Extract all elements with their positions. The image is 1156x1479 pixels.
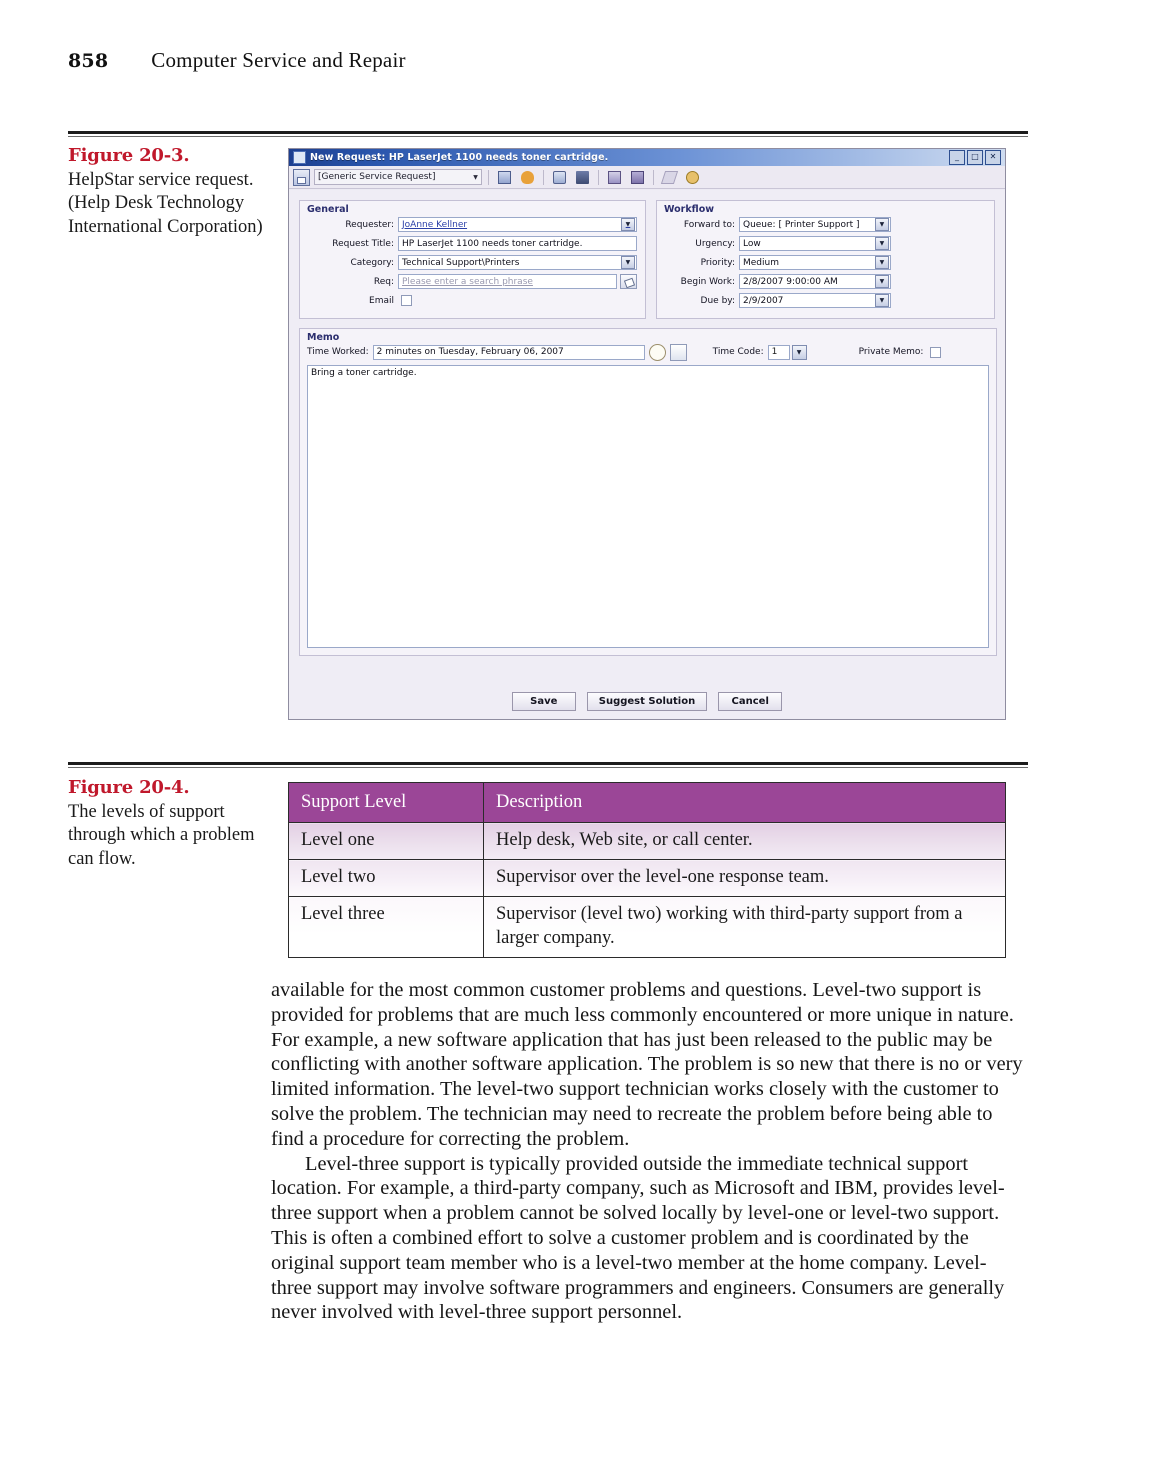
urgency-label: Urgency:	[695, 238, 735, 249]
note-icon[interactable]	[670, 344, 687, 361]
chevron-down-icon[interactable]: ▼	[875, 256, 889, 269]
template-combo-value: [Generic Service Request]	[318, 172, 436, 182]
workflow-group	[656, 200, 995, 319]
cell-description: Help desk, Web site, or call center.	[484, 823, 1006, 860]
top-panel-row	[299, 200, 995, 319]
memo-group-title: Memo	[307, 332, 340, 343]
screenshot-icon[interactable]	[495, 168, 514, 187]
requester-field-row	[308, 217, 637, 232]
request-title-value: HP LaserJet 1100 needs toner cartridge.	[402, 238, 583, 249]
page-number: 858	[68, 50, 109, 72]
dialog-body	[289, 190, 1005, 719]
due-by-input[interactable]	[739, 293, 891, 308]
table-header-row	[289, 783, 1006, 823]
knowledge-base-icon[interactable]	[605, 168, 624, 187]
window-title: New Request: HP LaserJet 1100 needs toner cartridge.	[310, 152, 609, 163]
dialog-toolbar	[289, 166, 1005, 189]
email-field-row	[308, 293, 637, 308]
table-row	[289, 897, 1006, 958]
knowledge-search-icon[interactable]	[628, 168, 647, 187]
email-label: Email	[369, 295, 394, 306]
begin-work-field-row	[665, 274, 986, 289]
begin-work-label: Begin Work:	[680, 276, 735, 287]
toolbar-separator	[653, 170, 654, 185]
window-titlebar	[289, 149, 1005, 166]
cell-support-level: Level two	[289, 860, 484, 897]
req-search-field-row	[308, 274, 637, 289]
asset-icon[interactable]	[573, 168, 592, 187]
toolbar-separator	[488, 170, 489, 185]
dialog-footer	[289, 683, 1005, 719]
figure-20-4-caption	[68, 776, 273, 871]
table-body	[289, 823, 1006, 958]
table-head	[289, 783, 1006, 823]
attachment-icon[interactable]	[518, 168, 537, 187]
column-header-support-level: Support Level	[289, 783, 484, 823]
table-row	[289, 860, 1006, 897]
time-code-label: Time Code:	[712, 347, 764, 357]
priority-field-row	[665, 255, 986, 270]
chevron-down-icon[interactable]: ▼	[875, 294, 889, 307]
priority-value: Medium	[742, 257, 779, 268]
due-by-value: 2/9/2007	[742, 295, 784, 306]
chevron-down-icon[interactable]: ▼	[875, 218, 889, 231]
chevron-down-icon[interactable]: ▼	[621, 218, 635, 231]
general-group-title: General	[307, 204, 349, 215]
memo-group	[299, 328, 997, 656]
req-label: Req:	[373, 276, 394, 287]
search-icon[interactable]	[620, 274, 637, 289]
urgency-input[interactable]	[739, 236, 891, 251]
begin-work-value: 2/8/2007 9:00:00 AM	[742, 276, 838, 287]
cell-support-level: Level one	[289, 823, 484, 860]
urgency-value: Low	[742, 238, 761, 249]
table-row	[289, 823, 1006, 860]
category-value: Technical Support\Printers	[402, 257, 520, 268]
req-search-placeholder: Please enter a search phrase	[402, 276, 533, 287]
due-by-label: Due by:	[700, 295, 735, 306]
email-checkbox[interactable]	[401, 295, 412, 306]
priority-input[interactable]	[739, 255, 891, 270]
memo-textarea[interactable]: Bring a toner cartridge.	[307, 365, 989, 648]
paragraph-2: Level-three support is typically provided outside the immediate technical support location. For example, a third-party company, such as Microsoft and IBM, provides level-three support when a problem cannot be solved locally by level-one or level-two support. This is often a combined effort to solve a customer problem and is coordinated by the original support team member who is a level-two member at the home company. Level-three support may involve software programmers and engineers. Consumers are generally never involved with level-three support personnel.	[271, 1152, 1005, 1324]
column-header-description: Description	[484, 783, 1006, 823]
time-worked-label: Time Worked:	[307, 347, 369, 357]
save-icon[interactable]	[293, 169, 310, 186]
due-by-field-row	[665, 293, 986, 308]
general-group	[299, 200, 646, 319]
link-icon[interactable]	[660, 168, 679, 187]
support-level-table	[288, 782, 1006, 958]
minimize-button[interactable]: _	[949, 150, 965, 165]
forward-to-label: Forward to:	[683, 219, 735, 230]
memo-toolbar	[307, 344, 989, 360]
figure-20-3-label: Figure 20-3.	[68, 145, 190, 166]
window-controls	[949, 150, 1003, 165]
workflow-group-title: Workflow	[663, 204, 714, 215]
paragraph-1: available for the most common customer problems and questions. Level-two support is provided for problems that are much less commonly encountered or more unique in nature. For example, a new software application that has just been released to the public may be conflicting with another software application. The problem is so new that there is no or very limited information. The level-two support technician works closely with the customer to solve the problem. The technician may need to recreate the problem before being able to find a procedure for correcting the problem.	[271, 979, 1023, 1150]
toolbar-separator	[543, 170, 544, 185]
req-search-input[interactable]	[398, 274, 617, 289]
maximize-button[interactable]: □	[967, 150, 983, 165]
private-memo-label: Private Memo:	[858, 347, 924, 357]
time-worked-input[interactable]: 2 minutes on Tuesday, February 06, 2007	[373, 345, 645, 360]
contact-icon[interactable]	[550, 168, 569, 187]
page-header	[68, 48, 406, 73]
figure-divider-rule-top	[68, 131, 1028, 134]
figure-20-3-caption-text: HelpStar service request. (Help Desk Technology International Corporation)	[68, 169, 263, 237]
template-combo[interactable]	[314, 169, 482, 185]
chevron-down-icon[interactable]: ▼	[621, 256, 635, 269]
chevron-down-icon[interactable]: ▼	[875, 275, 889, 288]
category-label: Category:	[350, 257, 394, 268]
request-title-label: Request Title:	[332, 238, 394, 249]
toolbar-separator	[598, 170, 599, 185]
chevron-down-icon: ▼	[473, 173, 478, 181]
request-title-field-row	[308, 236, 637, 251]
category-input[interactable]	[398, 255, 637, 270]
requester-input[interactable]	[398, 217, 637, 232]
window-app-icon	[293, 151, 306, 164]
category-field-row	[308, 255, 637, 270]
figure-20-4-label: Figure 20-4.	[68, 777, 190, 798]
figure-20-3-caption	[68, 144, 273, 239]
figure-divider-rule-bottom	[68, 762, 1028, 765]
priority-label: Priority:	[700, 257, 735, 268]
urgency-field-row	[665, 236, 986, 251]
timer-icon[interactable]	[649, 344, 666, 361]
close-button[interactable]: ✕	[985, 150, 1001, 165]
request-title-input[interactable]	[398, 236, 637, 251]
requester-value: JoAnne Kellner	[402, 219, 468, 230]
suggest-solution-button[interactable]: Suggest Solution	[587, 692, 707, 711]
requester-label: Requester:	[345, 219, 394, 230]
forward-to-value: Queue: [ Printer Support ]	[742, 219, 860, 230]
forward-to-field-row	[665, 217, 986, 232]
chevron-down-icon[interactable]: ▼	[875, 237, 889, 250]
cell-description: Supervisor over the level-one response team.	[484, 860, 1006, 897]
cell-support-level: Level three	[289, 897, 484, 958]
private-memo-checkbox[interactable]	[930, 347, 941, 358]
running-head: Computer Service and Repair	[151, 48, 406, 72]
cancel-button[interactable]: Cancel	[718, 692, 782, 711]
forward-to-input[interactable]	[739, 217, 891, 232]
save-button[interactable]: Save	[512, 692, 576, 711]
helpstar-dialog-screenshot	[288, 148, 1006, 720]
cell-description: Supervisor (level two) working with third-party support from a larger company.	[484, 897, 1006, 958]
figure-20-4-caption-text: The levels of support through which a problem can flow.	[68, 801, 255, 869]
chevron-down-icon[interactable]: ▼	[792, 345, 807, 360]
body-copy	[271, 978, 1025, 1325]
help-icon[interactable]	[683, 168, 702, 187]
begin-work-input[interactable]	[739, 274, 891, 289]
time-code-input[interactable]: 1	[768, 345, 790, 360]
